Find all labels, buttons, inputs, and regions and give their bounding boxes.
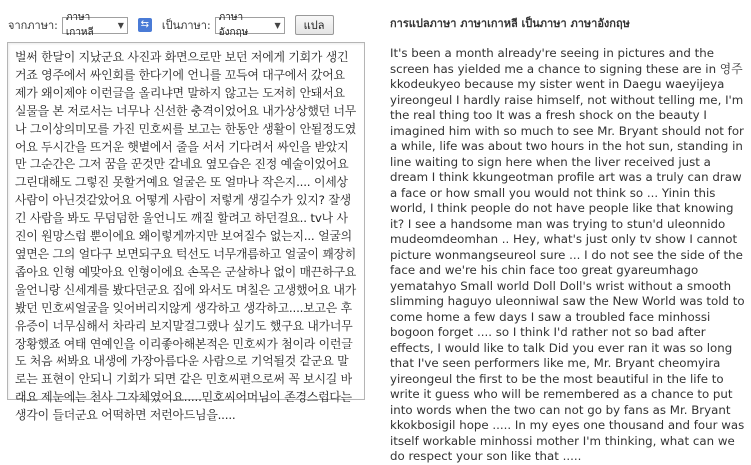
dropdown-arrow-icon: ▼ <box>274 20 281 30</box>
target-language-value: ภาษาอังกฤษ <box>218 12 249 38</box>
translate-button[interactable]: แปล <box>295 15 334 35</box>
translation-result: It's been a month already're seeing in pictures and the screen has yielded me a chance to signing these are in 영주 kkodeukyeo because my sister went in Daegu waeyijeya yireongeul I hardly raise himself, not without telling me, I'm the real thing too It was a fresh shock on the beauty I imagined him with so much to see Mr. Bryant should not for a while, life was about two hours in the hot sun, standing in line waiting to sign here when the liver received just a dream I think kkungeotman profile art was a truly can draw a face or how small you would not think so ... Yinin this world, I think people do not have people like that knowing it? I see a handsome man was trying to stun'd uleonnido mudeomdeomhan .. Hey, what's just only tv show I cannot picture wonmangseureol sure ... I do not see the side of the face and we're his chin face too great gyareumhago yematahyo Small world Doll Doll's wrist without a smooth slimming haguyo uleonniwal saw the New World was told to come home a few days I saw a troubled face minhossi bogoon forget .... so I think I'd rather not so bad after effects, I would like to talk Did you ever ran it was so long that I've seen performers like me, Mr. Bryant cheomyira yireongeul the first to be the most beautiful in the life to write it guess who will be remembered as a chance to put into words when the two can not go by fans as Mr. Bryant kkokbosigil hope ..... In my eyes one thousand and four was itself workable minhossi mother I'm thinking, what can we do respect your son like that ..... <box>390 46 745 463</box>
source-language-select[interactable] <box>62 12 128 38</box>
translate-toolbar <box>8 14 334 36</box>
result-header: การแปลภาษา ภาษาเกาหลี เป็นภาษา ภาษาอังกฤษ <box>390 17 630 30</box>
source-text: 벌써 한달이 지났군요 사진과 화면으로만 보던 저에게 기회가 생긴거죠 영주에서 싸인회를 한다기에 언니를 꼬득여 대구에서 갔어요 제가 왜이제야 이런글을 올리냐면 말하지 않고는 도저히 안돼서요 실물을 본 저로서는 너무나 신선한 충격이었어요 내가상상했던 너무나 그이상의미모를 가진 민호씨를 보고는 한동안 생활이 안될정도였어요 두시간을 뜨거운 햇볕에서 줄을 서서 기다려서 싸인을 받았지만 그순간은 그저 꿈을 꾼것만 같네요 옆모습은 진정 예술이었어요 그린대해도 그렇진 못할거예요 얼굴은 또 얼마나 작은지.... 이세상 사람이 아닌것같았어요 어떻게 사람이 저렇게 생길수가 있지? 잘생긴 사람을 봐도 무덤덤한 울언니도 깨질 할려고 하던걸요.. tv나 사진이 원망스럽 뿐이에요 왜이렇게까지만 보여질수 없는지... 얼굴의 옆면은 그의 얼다구 보면되구요 턱선도 너무개름하고 얼굴이 꽤장히 좁아요 인형 예맞아요 인형이에요 손목은 군살하나 없이 매끈하구요 울언니랑 신세계를 봤다던군요 집에 와서도 며칠은 고생했어요 내가봤던 민호씨얼굴을 잊어버리지않게 생각하고 생각하고....보고은 후유증이 너무심해서 차라리 보지말걸그랬나 싶기도 했구요 내가너무 장황했죠 여태 연예인을 이리좋아해본적은 민호씨가 첨이라 이런글도 처음 써봐요 내생에 가장아름다운 사람으로 기억될것 같군요 말로는 표현이 안되니 기회가 되면 같은 민호씨편으로써 꼭 보시길 바래요 제눈에는 천사 그자체였어요.....민호씨어머님이 존경스럽다는 생각이 들더군요 어떡하면 저런아드님을..... <box>15 50 357 423</box>
target-language-select[interactable] <box>215 12 285 38</box>
to-language-label: เป็นภาษา: <box>161 19 211 32</box>
swap-languages-icon[interactable]: ⇆ <box>138 18 152 32</box>
from-language-label: จากภาษา: <box>8 19 58 32</box>
dropdown-arrow-icon: ▼ <box>117 20 124 30</box>
source-language-value: ภาษาเกาหลี <box>65 12 94 38</box>
source-text-area[interactable] <box>7 42 365 423</box>
